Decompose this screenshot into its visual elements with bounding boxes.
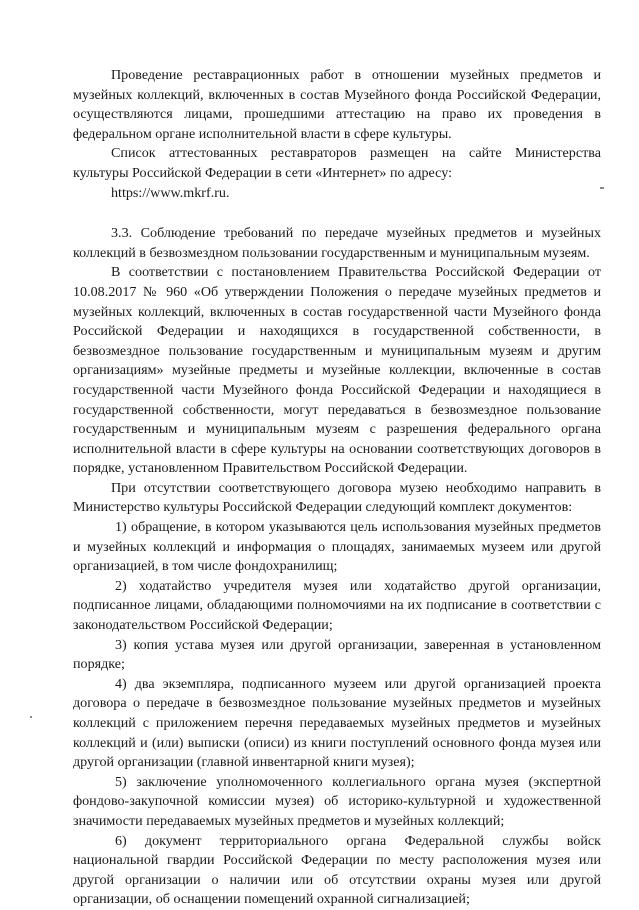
section-gap	[73, 203, 601, 224]
restorers-list-text: Список аттестованных реставраторов размещен на сайте Министерства культуры Российской Федерации в сети «Интернет» по адресу:	[73, 145, 601, 181]
list-item-1: 1) обращение, в котором указываются цель использования музейных предметов и музейных коллекций и информация о площадях, занимаемых музеем или другой организацией, в том числе фондохранилищ;	[73, 519, 601, 575]
list-item-4: 4) два экземпляра, подписанного музеем или другой организацией проекта договора о передаче в безвозмездное пользование музейных предметов и музейных коллекций с приложением перечня передаваемых музейных предметов и музейных коллекций и (или) выписки (описи) из книги поступлений основного фонда музея или другой организации (главной инвентарной книги музея);	[73, 675, 601, 771]
list-item-5: 5) заключение уполномоченного коллегиального органа музея (экспертной фондово-закупочной комиссии музея) об историко-культурной и художественной значимости передаваемых музейных предметов и музейных коллекций;	[73, 773, 601, 829]
paragraph-government-decree: В соответствии с постановлением Правительства Российской Федерации от 10.08.2017 № 960 «Об утверждении Положения о передаче музейных предметов и музейных коллекций, включенных в состав государственной части Музейного фонда Российской Федерации и находящихся в государственной собственности, в безвозмездное пользование государственным и муниципальным музеям и другим организациям» музейные предметы и музейные коллекции, включенные в состав государственной части Музейного фонда Российской Федерации и находящиеся в государственной собственности, могут передаваться в безвозмездное пользование государственным и муниципальным музеям с разрешения федерального органа исполнительной власти в сфере культуры на основании соответствующих договоров в порядке, установленном Правительством Российской Федерации.	[73, 264, 601, 477]
paragraph-restorers-list	[73, 144, 601, 203]
ministry-url-link[interactable]: https://www.mkrf.ru.	[111, 184, 230, 201]
paragraph-documents-intro: При отсутствии соответствующего договора музею необходимо направить в Министерство культуры Российской Федерации следующий комплект документов:	[73, 479, 601, 516]
scan-speck	[30, 716, 32, 718]
list-item-2: 2) ходатайство учредителя музея или ходатайство другой организации, подписанное лицами, обладающими полномочиями на их подписание в соответствии с законодательством Российской Федерации;	[73, 577, 601, 634]
scan-speck	[600, 187, 604, 189]
document-body	[73, 66, 601, 910]
list-item-3: 3) копия устава музея или другой организации, заверенная в установленном порядке;	[73, 636, 601, 673]
paragraph-restoration: Проведение реставрационных работ в отношении музейных предметов и музейных коллекций, включенных в состав Музейного фонда Российской Федерации, осуществляются лицами, прошедшими аттестацию на право их проведения в федеральном органе исполнительной власти в сфере культуры.	[73, 67, 601, 142]
list-item-6: 6) документ территориального органа Федеральной службы войск национальной гвардии Российской Федерации по месту расположения музея или другой организации о наличии или об отсутствии охраны музея или другой организации, об оснащении помещений охранной сигнализацией;	[73, 832, 601, 908]
section-heading-3-3: 3.3. Соблюдение требований по передаче музейных предметов и музейных коллекций в безвозмездном пользовании государственным и муниципальным музеям.	[73, 225, 601, 261]
